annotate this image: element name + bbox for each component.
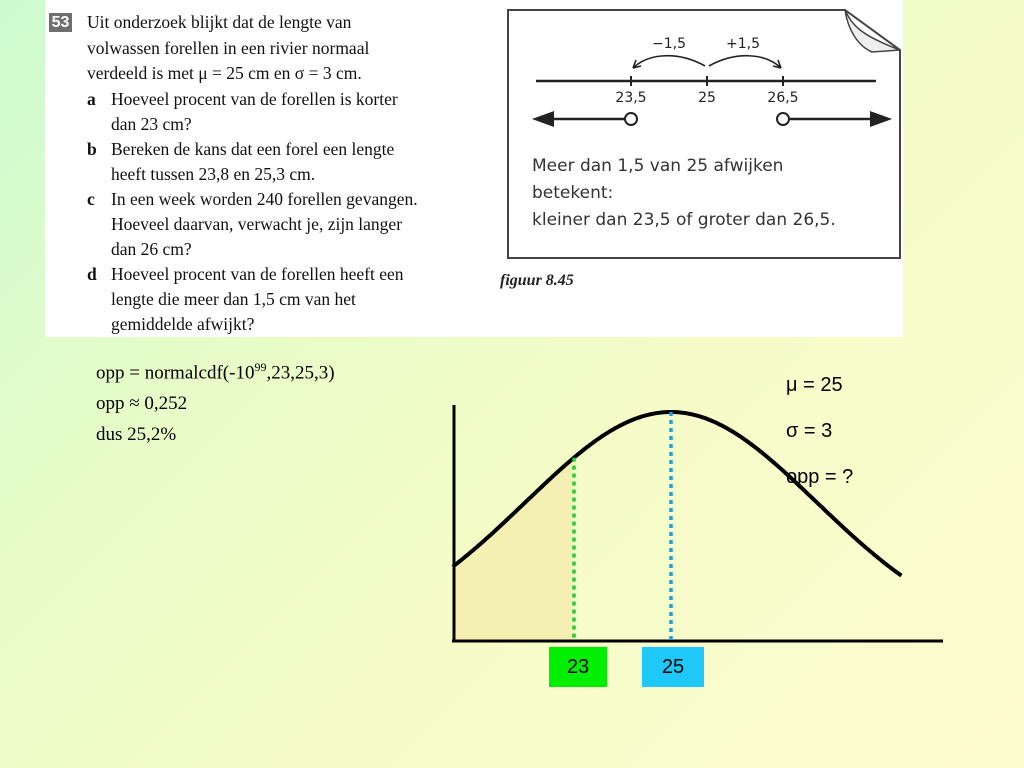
exercise-number-badge: 53 [49,13,72,32]
question-a-line-1: Hoeveel procent van de forellen is korter [111,89,398,109]
intro-line-1: Uit onderzoek blijkt dat de lengte van [87,12,352,32]
solution-line-1-suffix: ,23,25,3) [266,362,335,384]
tick-label-23-5: 23,5 [615,90,647,106]
figure-caption: figuur 8.45 [500,272,574,289]
question-d-line-1: Hoeveel procent van de forellen heeft een [111,264,404,284]
param-sigma: σ = 3 [786,420,833,442]
note-line-3: kleiner dan 23,5 of groter dan 26,5. [532,210,836,230]
solution-line-1-exponent: 99 [254,360,267,374]
solution-line-1-prefix: opp = normalcdf(-10 [96,362,255,384]
question-a-label: a [87,89,96,109]
shaded-area [453,458,574,641]
param-opp: opp = ? [786,466,854,488]
question-a-line-2: dan 23 cm? [111,114,192,134]
offset-right-label: +1,5 [726,36,760,52]
solution-line-3: dus 25,2% [96,424,177,446]
label-23: 23 [549,647,607,687]
note-line-1: Meer dan 1,5 van 25 afwijken [532,156,784,176]
tick-label-25: 25 [698,90,716,106]
solution-line-2: opp ≈ 0,252 [96,393,188,415]
question-c-line-3: dan 26 cm? [111,239,192,259]
question-b-line-2: heeft tussen 23,8 en 25,3 cm. [111,164,316,184]
question-d-label: d [87,264,97,284]
question-c-line-1: In een week worden 240 forellen gevangen. [111,189,418,209]
question-b-line-1: Bereken de kans dat een forel een lengte [111,139,395,159]
tick-label-26-5: 26,5 [767,90,799,106]
label-25: 25 [642,647,704,687]
intro-line-2: volwassen forellen in een rivier normaal [87,38,370,58]
offset-left-label: −1,5 [652,36,686,52]
note-line-2: betekent: [532,183,614,203]
question-b-label: b [87,139,97,159]
question-c-line-2: Hoeveel daarvan, verwacht je, zijn langer [111,214,403,234]
question-c-label: c [87,189,95,209]
question-d-line-3: gemiddelde afwijkt? [111,314,255,334]
intro-line-3: verdeeld is met μ = 25 cm en σ = 3 cm. [87,63,362,83]
param-mu: μ = 25 [786,374,843,396]
question-d-line-2: lengte die meer dan 1,5 cm van het [111,289,356,309]
